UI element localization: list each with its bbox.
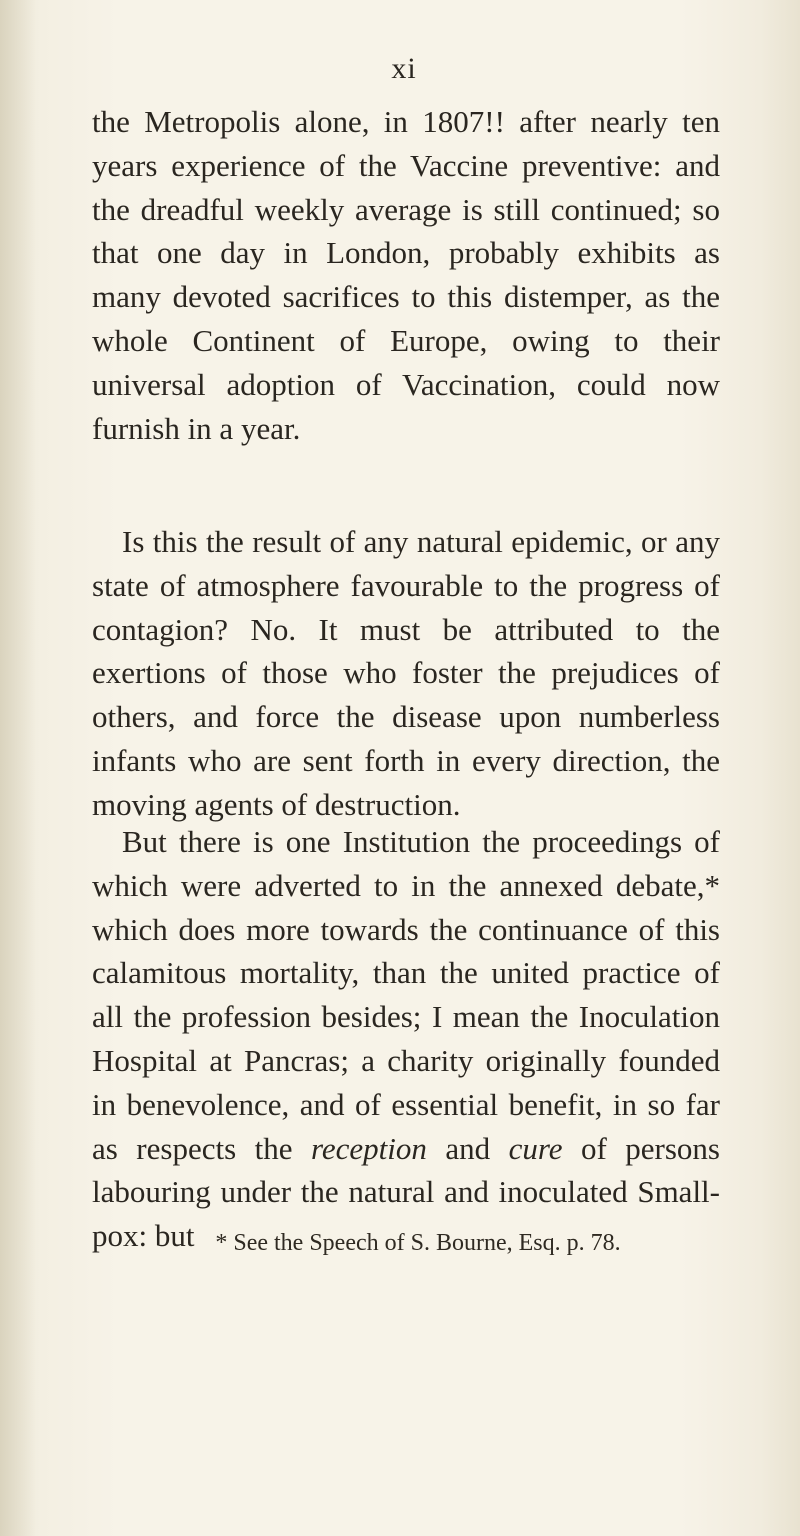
paragraph-3-text-a: But there is one Institution the proceedings of which were adverted to in the annexed debate,* which does more towards the continuance of this calamitous mortality, than the united practice of all the profession besides; I mean the Inoculation Hospital at Pancras; a charity originally founded in benevolence, and of essential benefit, in so far as respects the (92, 824, 720, 1166)
paragraph-3 (92, 820, 720, 1258)
page-edge-shadow (0, 0, 36, 1536)
italic-reception: reception (310, 1130, 427, 1166)
footnote: * See the Speech of S. Bourne, Esq. p. 78. (215, 1230, 621, 1256)
paragraph-1: the Metropolis alone, in 1807!! after nearly ten years experience of the Vaccine preventive: and the dreadful weekly average is still continued; so that one day in London, probably exhibits as many devoted sacrifices to this distemper, as the whole Continent of Europe, owing to their universal adoption of Vaccination, could now furnish in a year. (92, 104, 720, 446)
italic-cure: cure (508, 1130, 563, 1166)
paragraph-3-text-b: of persons labouring under the natural and inoculated Small-pox: but (92, 1130, 720, 1254)
paragraph-2: Is this the result of any natural epidemic, or any state of atmosphere favourable to the progress of contagion? No. It must be attributed to the exertions of those who foster the prejudices of others, and force the disease upon numberless infants who are sent forth in every direction, the moving agents of destruction. (92, 524, 720, 822)
paragraph-3-text-and: and (426, 1130, 509, 1166)
page-number: xi (391, 52, 417, 85)
